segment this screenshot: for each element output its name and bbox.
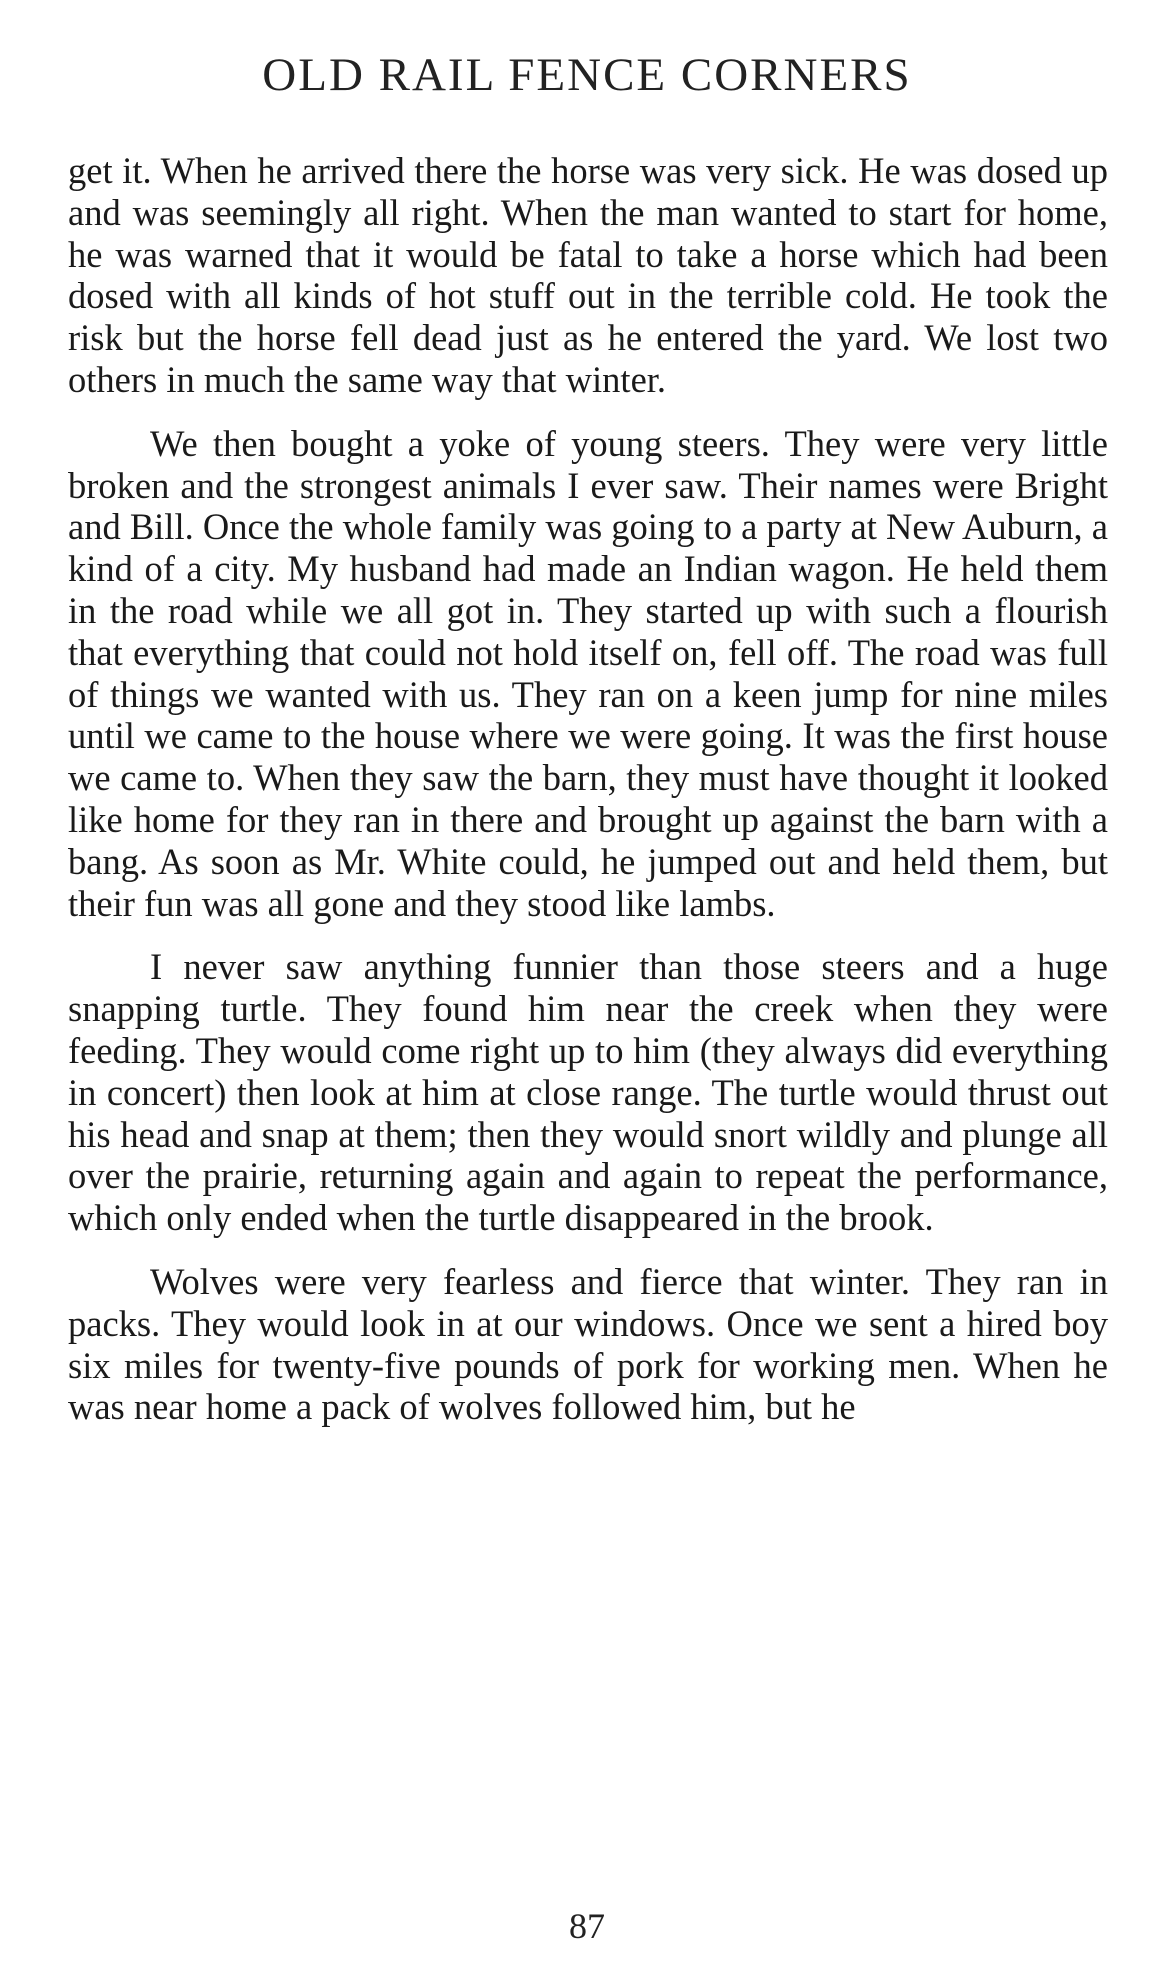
running-title: OLD RAIL FENCE CORNERS	[262, 49, 912, 101]
paragraph-turtle: I never saw anything funnier than those steers and a huge snapping turtle. They found him near the creek when they were feeding. They would come right up to him (they always did everything in concert) then look at him at close range. The turtle would thrust out his head and snap at them; then they would snort wildly and plunge all over the prairie, returning again and again to repeat the performance, which only ended when the turtle disappeared in the brook.	[68, 946, 1108, 1239]
body-text	[68, 150, 1108, 1428]
paragraph-continued: get it. When he arrived there the horse was very sick. He was dosed up and was seemingly all right. When the man wanted to start for home, he was warned that it would be fatal to take a horse which had been dosed with all kinds of hot stuff out in the terrible cold. He took the risk but the horse fell dead just as he entered the yard. We lost two others in much the same way that winter.	[68, 150, 1108, 400]
page-number: 87	[569, 1906, 605, 1946]
paragraph-steers: We then bought a yoke of young steers. They were very little broken and the strongest animals I ever saw. Their names were Bright and Bill. Once the whole family was going to a party at New Auburn, a kind of a city. My husband had made an Indian wagon. He held them in the road while we all got in. They started up with such a flourish that everything that could not hold itself on, fell off. The road was full of things we wanted with us. They ran on a keen jump for nine miles until we came to the house where we were going. It was the first house we came to. When they saw the barn, they must have thought it looked like home for they ran in there and brought up against the barn with a bang. As soon as Mr. White could, he jumped out and held them, but their fun was all gone and they stood like lambs.	[68, 422, 1109, 924]
paragraph-wolves: Wolves were very fearless and fierce that winter. They ran in packs. They would look in at our windows. Once we sent a hired boy six miles for twenty-five pounds of pork for working men. When he was near home a pack of wolves followed him, but he	[68, 1260, 1108, 1428]
